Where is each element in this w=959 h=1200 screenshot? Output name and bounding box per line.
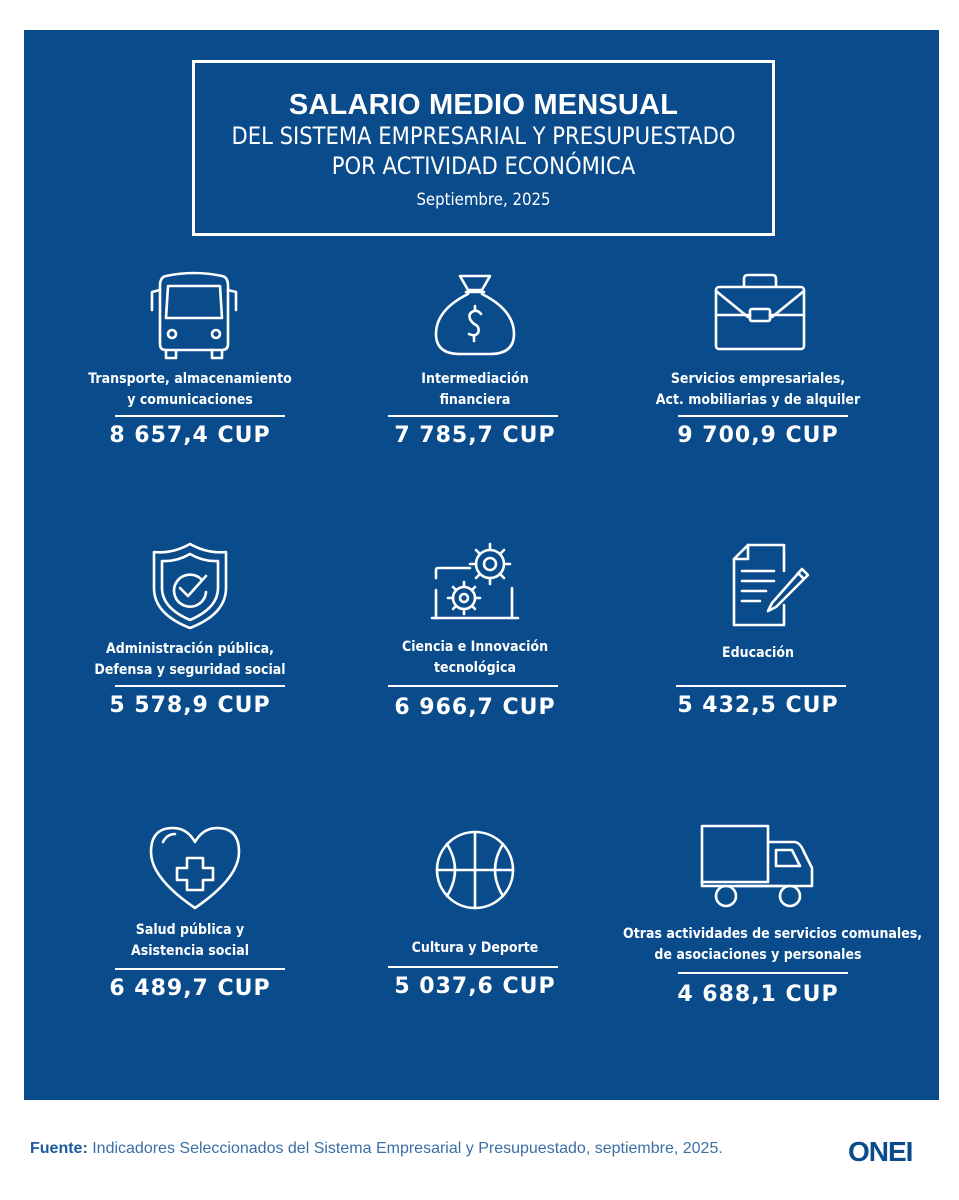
title-main: SALARIO MEDIO MENSUAL: [288, 89, 679, 121]
activity-label-line1: Cultura y Deporte: [411, 940, 539, 956]
activity-value: 5 432,5 CUP: [677, 693, 839, 718]
divider: [388, 685, 558, 687]
activity-card-administracion: [40, 535, 340, 735]
activity-label-line2: Asistencia social: [130, 943, 250, 959]
divider: [388, 415, 558, 417]
activity-label-line1: Administración pública,: [106, 641, 274, 657]
activity-label-line2: Act. mobiliarias y de alquiler: [655, 392, 861, 408]
activity-card-servicios-empresariales: [608, 265, 908, 465]
activity-label-line1: Otras actividades de servicios comunales,: [623, 926, 923, 942]
source-label: Fuente:: [30, 1140, 88, 1157]
activity-label-line1: Transporte, almacenamiento: [88, 371, 292, 387]
activity-value: 8 657,4 CUP: [109, 423, 271, 448]
source-footer: [30, 1140, 723, 1158]
source-text: Indicadores Seleccionados del Sistema Empresarial y Presupuestado, septiembre, 2025.: [87, 1140, 723, 1157]
money-bag-icon: [430, 270, 520, 360]
activity-value: 6 966,7 CUP: [394, 695, 556, 720]
divider: [115, 685, 285, 687]
activity-label-line2: Defensa y seguridad social: [94, 662, 286, 678]
divider: [115, 415, 285, 417]
activity-label-line1: Ciencia e Innovación: [401, 639, 549, 655]
activity-label-line2: tecnológica: [434, 660, 516, 676]
activity-label-line1: Intermediación: [421, 371, 529, 387]
activity-card-cultura: [325, 820, 625, 1020]
activity-value: 6 489,7 CUP: [109, 976, 271, 1001]
shield-check-icon: [150, 540, 230, 632]
activity-value: 7 785,7 CUP: [394, 423, 556, 448]
activity-label-line2: financiera: [439, 392, 511, 408]
activity-card-transporte: [40, 265, 340, 465]
title-subtitle-2: POR ACTIVIDAD ECONÓMICA: [331, 152, 636, 180]
laptop-gears-icon: [430, 540, 520, 624]
activity-label-line1: Educación: [722, 645, 794, 661]
activity-label-line1: Salud pública y: [135, 922, 245, 938]
divider: [388, 966, 558, 968]
activity-label-line2: y comunicaciones: [127, 392, 253, 408]
activity-value: 5 578,9 CUP: [109, 693, 271, 718]
divider: [678, 415, 848, 417]
truck-icon: [696, 822, 820, 912]
heart-cross-icon: [147, 824, 243, 912]
bus-icon: [148, 270, 240, 360]
activity-label-line1: Servicios empresariales,: [670, 371, 846, 387]
title-subtitle-1: DEL SISTEMA EMPRESARIAL Y PRESUPUESTADO: [231, 122, 736, 150]
activity-card-salud: [40, 820, 340, 1020]
divider: [676, 685, 846, 687]
activity-card-intermediacion: [325, 265, 625, 465]
activity-value: 4 688,1 CUP: [677, 982, 839, 1007]
ball-icon: [433, 828, 517, 912]
onei-logo: ONEI: [848, 1136, 913, 1167]
activity-card-ciencia: [325, 535, 625, 735]
activity-card-otras-actividades: [608, 820, 923, 1020]
activity-card-educacion: [608, 535, 908, 735]
document-pen-icon: [726, 541, 812, 627]
title-box: [192, 60, 775, 236]
divider: [115, 968, 285, 970]
divider: [678, 972, 848, 974]
activity-value: 5 037,6 CUP: [394, 974, 556, 999]
title-date: Septiembre, 2025: [416, 190, 551, 210]
activity-label-line2: de asociaciones y personales: [654, 947, 862, 963]
activity-value: 9 700,9 CUP: [677, 423, 839, 448]
briefcase-icon: [712, 273, 808, 353]
